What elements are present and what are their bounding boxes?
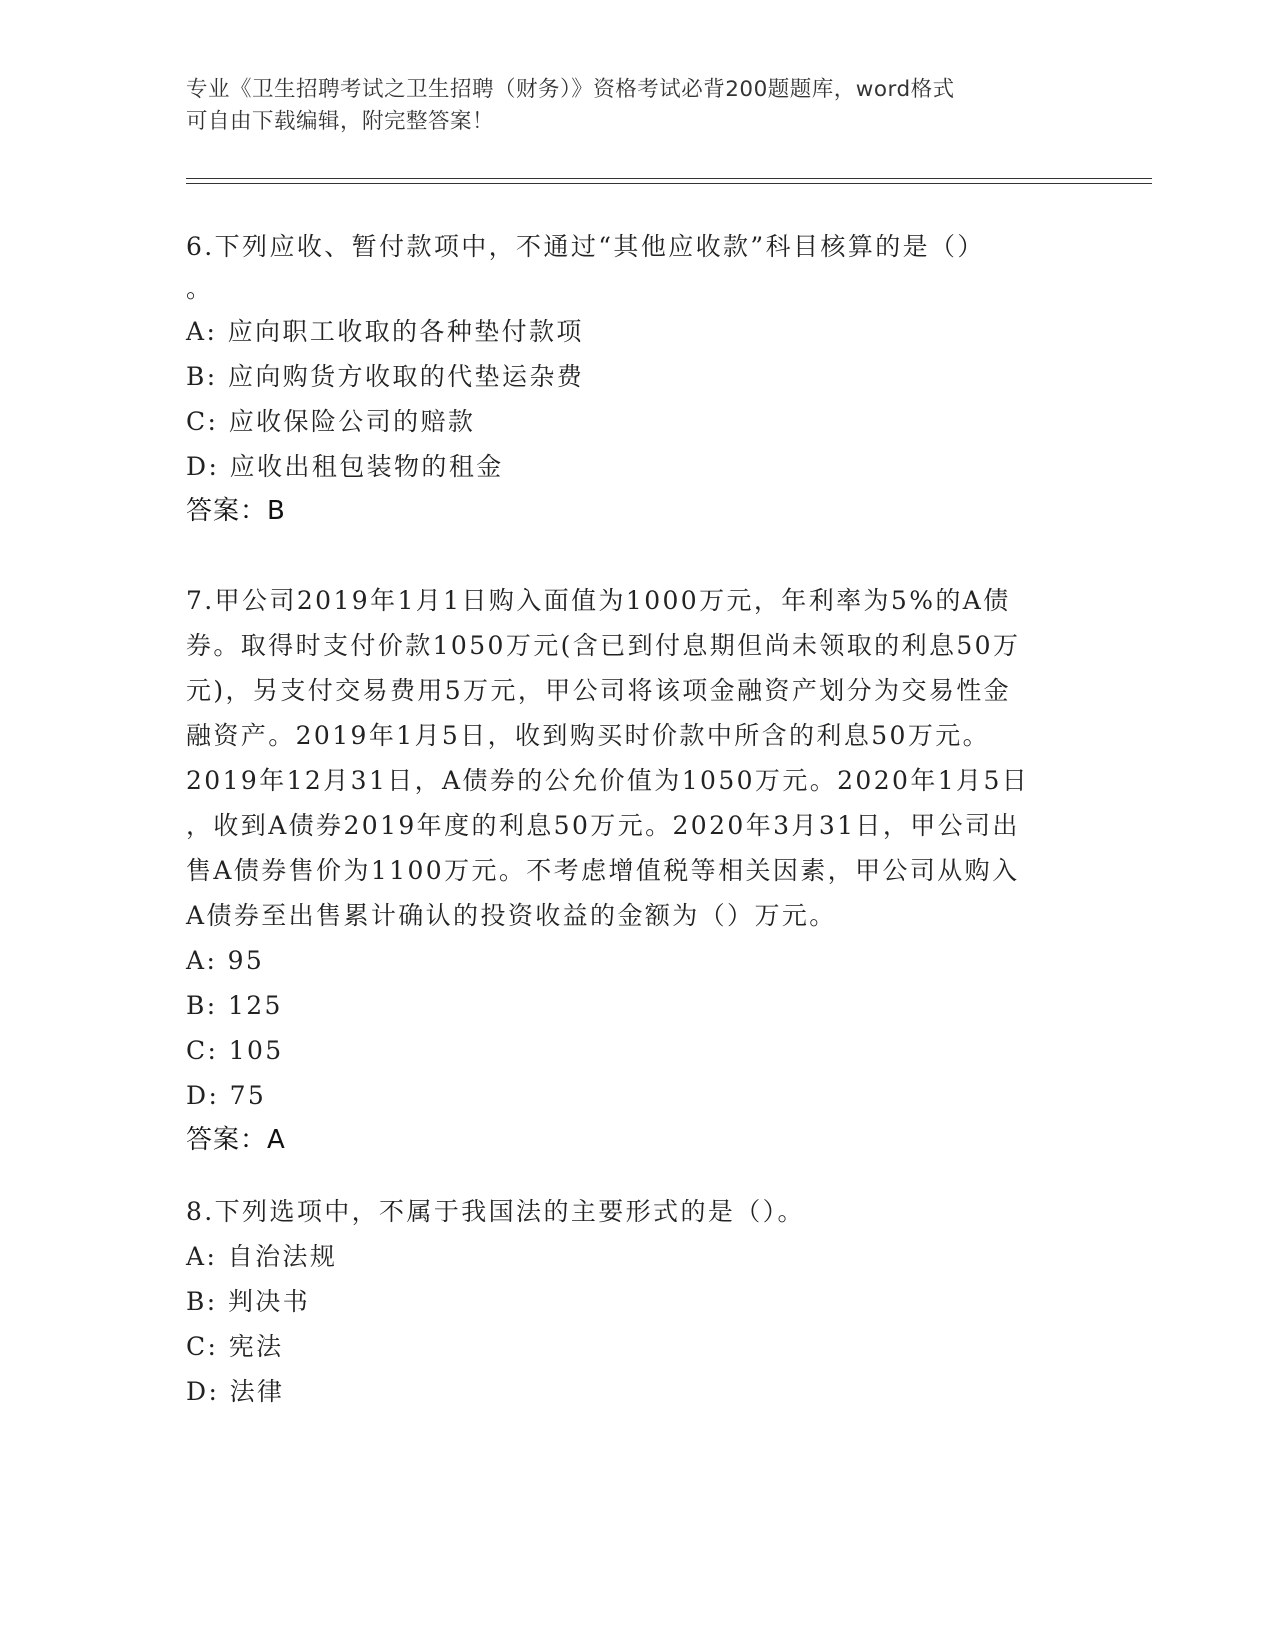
question-stem-line: 2019年12月31日，A债券的公允价值为1050万元。2020年1月5日 (186, 766, 1030, 795)
option-c: C: 105 (186, 1036, 284, 1065)
header-rule-top (186, 178, 1152, 179)
option-d: D: 75 (186, 1081, 267, 1110)
question-stem-line: 8.下列选项中，不属于我国法的主要形式的是（）。 (186, 1197, 805, 1226)
answer: 答案：A (186, 1125, 286, 1155)
question-8 (186, 1189, 1076, 1414)
option-a: A: 应向职工收取的各种垫付款项 (186, 317, 584, 346)
option-b: B: 应向购货方收取的代垫运杂费 (186, 362, 585, 391)
question-7 (186, 578, 1076, 1163)
question-stem-line: 6.下列应收、暂付款项中，不通过“其他应收款”科目核算的是（） (186, 232, 985, 261)
option-c: C: 宪法 (186, 1332, 284, 1361)
question-stem-line: ，收到A债券2019年度的利息50万元。2020年3月31日，甲公司出 (186, 811, 1020, 840)
option-a: A: 自治法规 (186, 1242, 338, 1271)
question-stem-line: 券。取得时支付价款1050万元(含已到付息期但尚未领取的利息50万 (186, 631, 1021, 660)
option-d: D: 应收出租包装物的租金 (186, 452, 504, 481)
option-b: B: 判决书 (186, 1287, 311, 1316)
question-6 (186, 224, 1076, 534)
header-rule-bottom (186, 183, 1152, 184)
option-a: A: 95 (186, 946, 265, 975)
option-b: B: 125 (186, 991, 283, 1020)
document-header (186, 74, 1066, 138)
question-stem-line: 融资产。2019年1月5日，收到购买时价款中所含的利息50万元。 (186, 721, 991, 750)
option-c: C: 应收保险公司的赔款 (186, 407, 476, 436)
question-stem-line: 售A债券售价为1100万元。不考虑增值税等相关因素，甲公司从购入 (186, 856, 1020, 885)
header-line-2: 可自由下载编辑，附完整答案！ (186, 109, 495, 134)
question-stem-line: 元)，另支付交易费用5万元，甲公司将该项金融资产划分为交易性金 (186, 676, 1012, 705)
header-line-1: 专业《卫生招聘考试之卫生招聘（财务）》资格考试必背200题题库，word格式 (186, 77, 955, 102)
question-stem-line: 。 (186, 274, 212, 303)
question-stem-line: 7.甲公司2019年1月1日购入面值为1000万元，年利率为5%的A债 (186, 586, 1011, 615)
option-d: D: 法律 (186, 1377, 285, 1406)
answer: 答案：B (186, 496, 286, 526)
question-stem-line: A债券至出售累计确认的投资收益的金额为（）万元。 (186, 901, 837, 930)
